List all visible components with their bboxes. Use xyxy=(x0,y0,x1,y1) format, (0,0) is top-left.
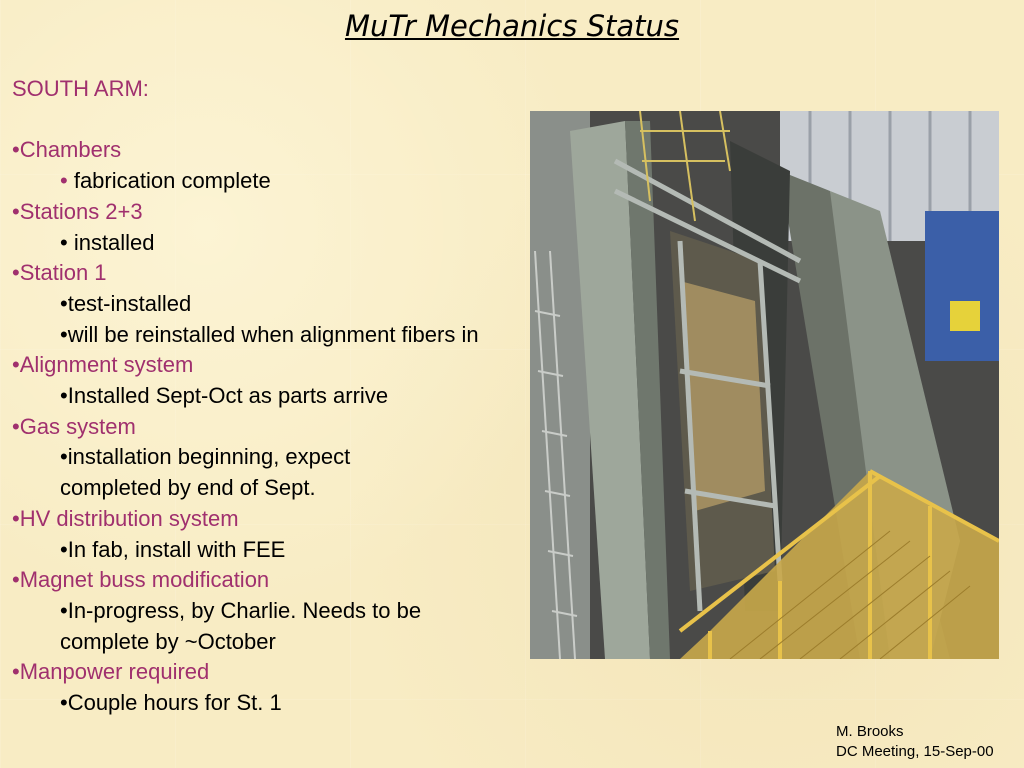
item-manpower: •Manpower required xyxy=(12,659,210,685)
item-magnet-buss: •Magnet buss modification xyxy=(12,567,270,593)
section-heading: SOUTH ARM: xyxy=(12,76,149,101)
sub-item: •In fab, install with FEE xyxy=(60,536,286,562)
item-chambers: •Chambers xyxy=(12,137,122,163)
status-list xyxy=(12,74,512,719)
footer-event: DC Meeting, 15-Sep-00 xyxy=(836,743,994,760)
item-station-1: •Station 1 xyxy=(12,260,107,286)
sub-item: • installed xyxy=(60,229,155,255)
footer-author: M. Brooks xyxy=(836,723,904,740)
sub-item: • fabrication complete xyxy=(60,168,271,194)
sub-item: •Couple hours for St. 1 xyxy=(60,690,282,716)
sub-item: •installation beginning, expect completed by end of Sept. xyxy=(60,444,351,501)
detector-photo xyxy=(530,111,999,659)
sub-item: •will be reinstalled when alignment fibers in xyxy=(60,321,479,347)
slide-title: MuTr Mechanics Status xyxy=(344,9,680,43)
item-stations-2-3: •Stations 2+3 xyxy=(12,198,143,224)
sub-item: •Installed Sept-Oct as parts arrive xyxy=(60,383,389,409)
item-alignment-system: •Alignment system xyxy=(12,352,194,378)
sub-item: •In-progress, by Charlie. Needs to be complete by ~October xyxy=(60,597,422,654)
footer xyxy=(836,722,994,762)
bullet-icon: • xyxy=(60,168,74,194)
sub-item: •test-installed xyxy=(60,290,192,316)
item-gas-system: •Gas system xyxy=(12,413,136,439)
item-hv-distribution: •HV distribution system xyxy=(12,505,239,531)
